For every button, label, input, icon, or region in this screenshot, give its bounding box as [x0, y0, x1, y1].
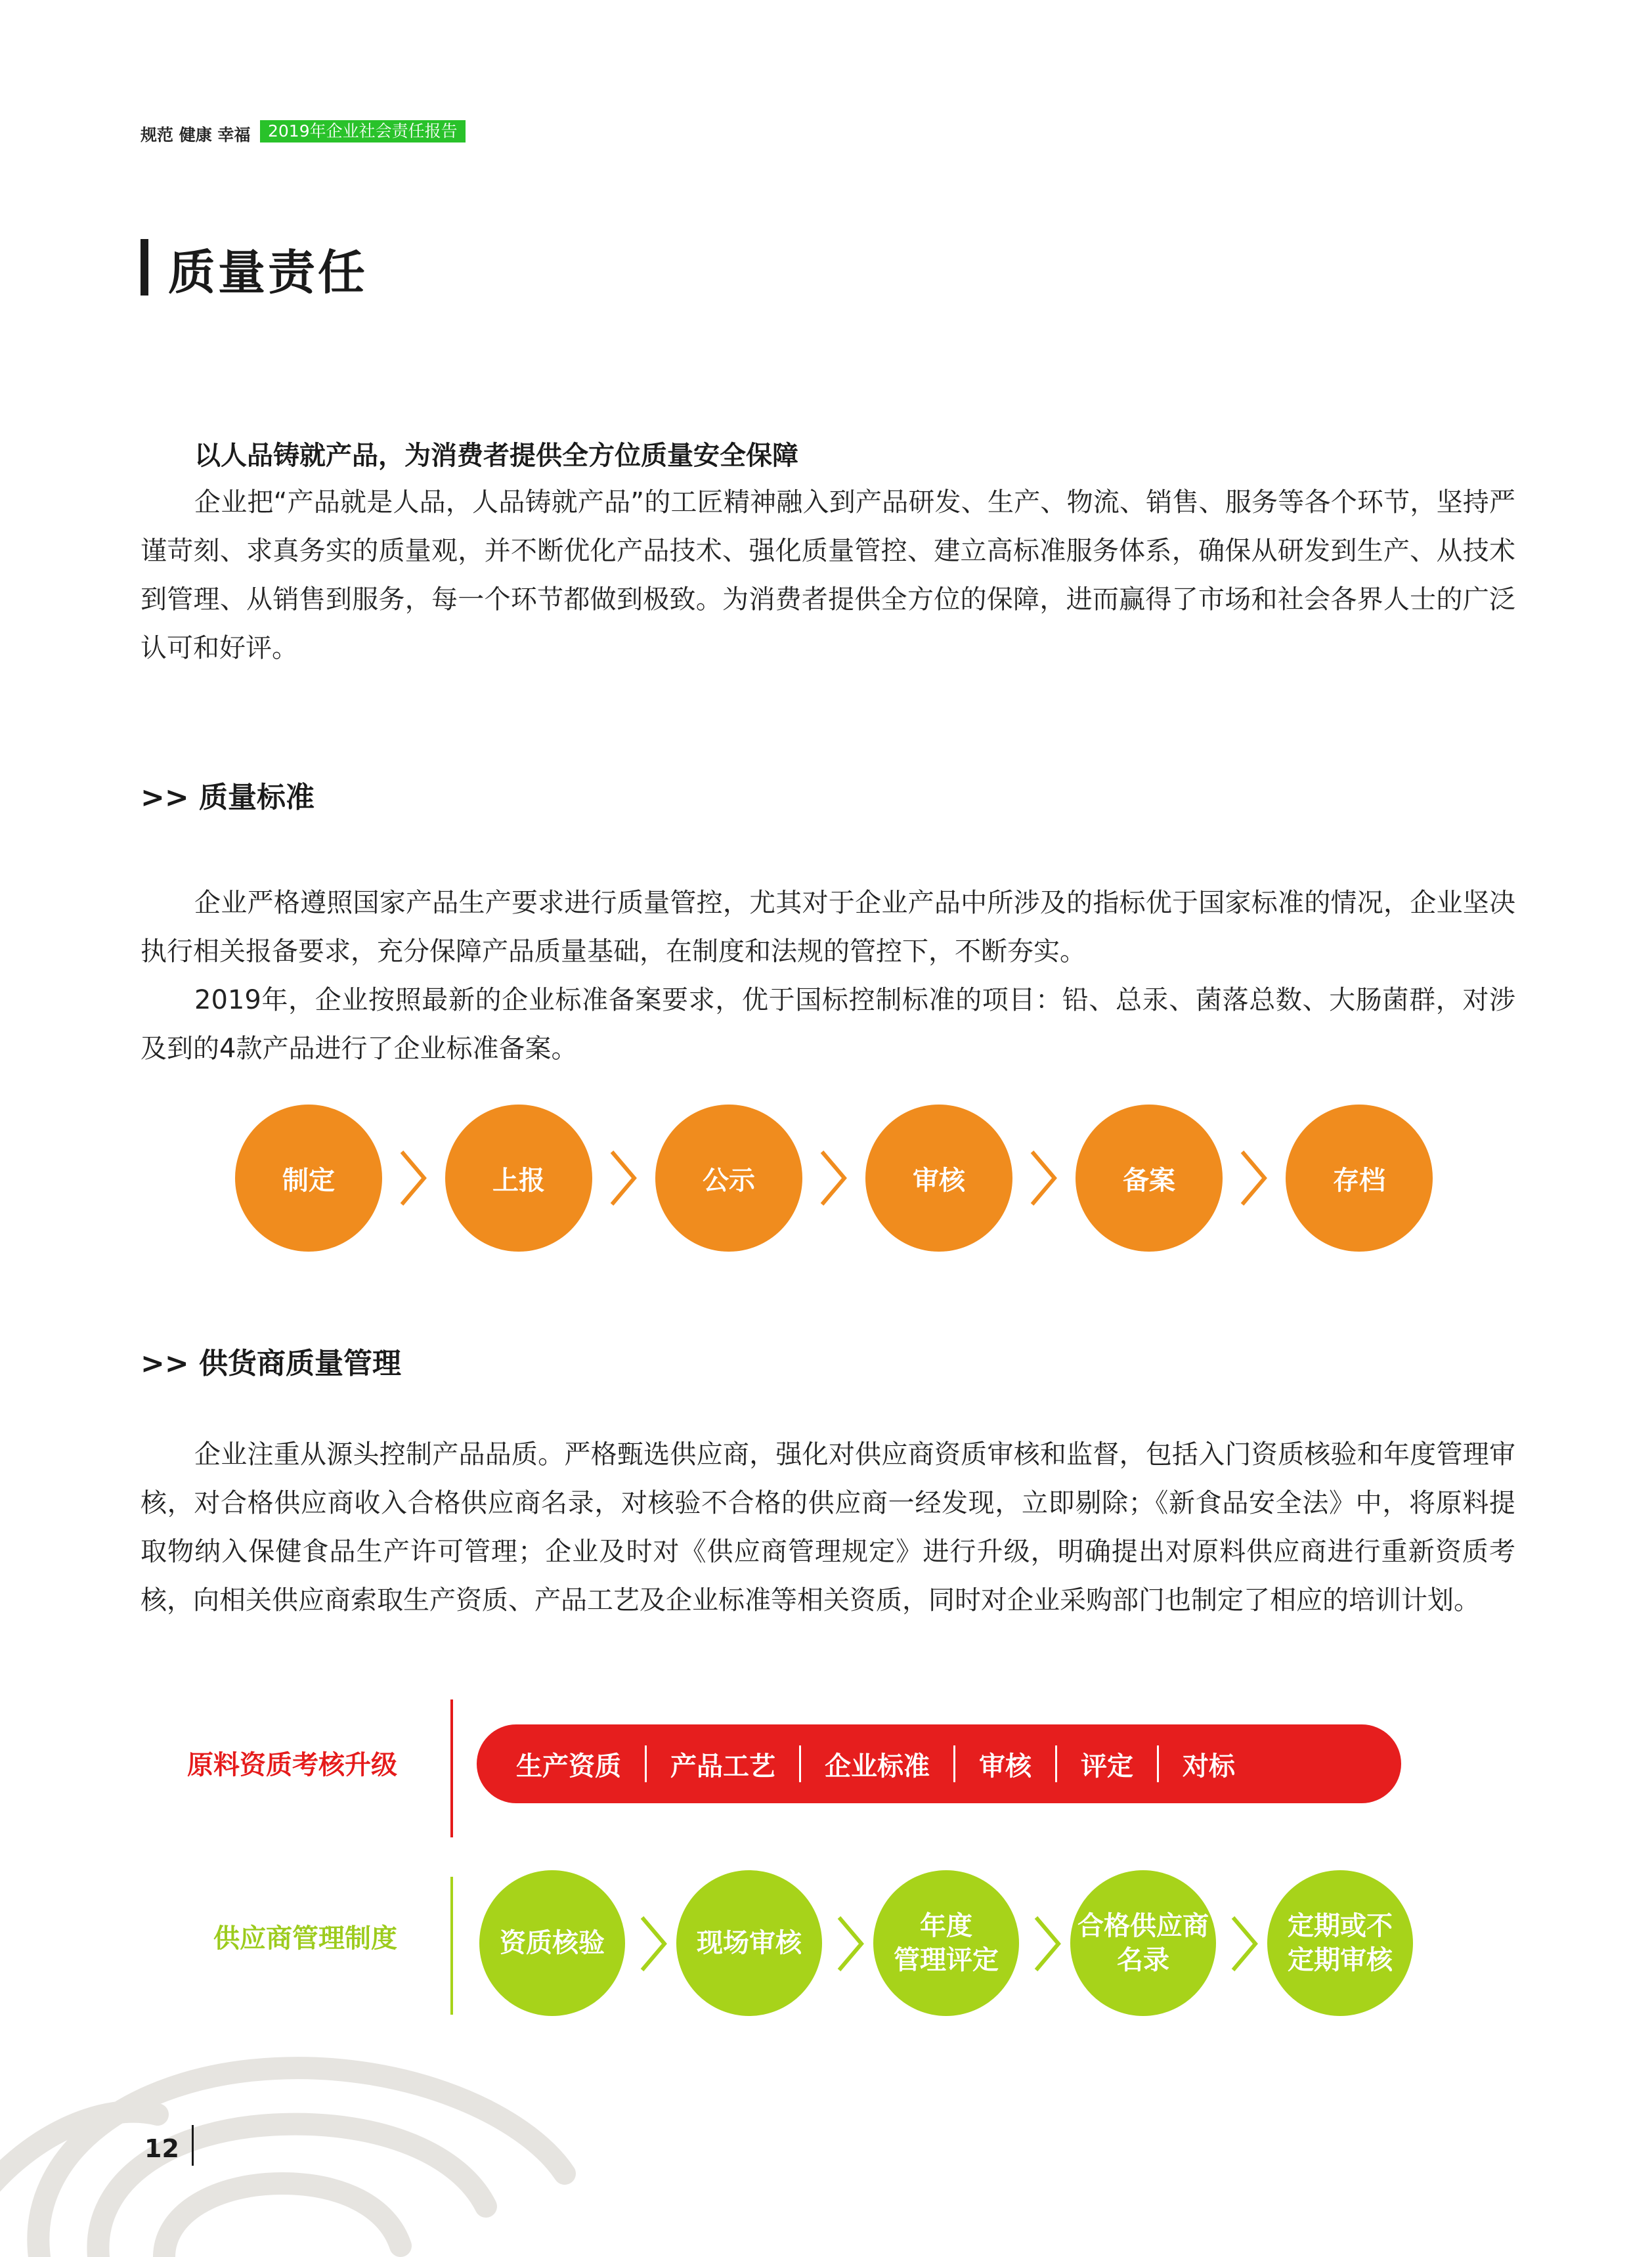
step-line-1: 资质核验	[500, 1928, 605, 1958]
step-circle	[1286, 1105, 1433, 1252]
step-label: 审核	[913, 1165, 965, 1196]
step-circle	[445, 1105, 592, 1252]
raw-material-item: 产品工艺	[670, 1751, 775, 1782]
chevron-right-icon	[1221, 1911, 1267, 1977]
chevron-right-icon	[1020, 1145, 1066, 1211]
page-number-divider	[192, 2125, 194, 2166]
step-line-1: 现场审核	[697, 1928, 802, 1958]
divider-red	[450, 1699, 453, 1837]
step-line-2: 定期审核	[1288, 1945, 1393, 1975]
raw-material-item: 生产资质	[516, 1751, 621, 1782]
chevron-right-icon	[390, 1145, 436, 1211]
header-slogan: 规范 健康 幸福	[141, 125, 251, 144]
raw-material-item: 审核	[979, 1751, 1032, 1782]
item-separator	[953, 1745, 955, 1782]
step-circle	[865, 1105, 1012, 1252]
header-report-badge: 2019年企业社会责任报告	[260, 120, 466, 142]
page-number: 12	[144, 2134, 179, 2163]
step-label: 制定	[282, 1165, 335, 1196]
step-label: 公示	[703, 1165, 755, 1196]
step-label: 上报	[492, 1165, 545, 1196]
supplier-system-label: 供应商管理制度	[213, 1923, 397, 1954]
raw-material-bar	[477, 1724, 1401, 1803]
step-circle	[235, 1105, 382, 1252]
item-separator	[1055, 1745, 1057, 1782]
divider-green	[450, 1877, 453, 2015]
step-circle	[655, 1105, 802, 1252]
step-line-2: 管理评定	[894, 1945, 999, 1975]
item-separator	[1157, 1745, 1159, 1782]
chevron-right-icon	[827, 1911, 873, 1977]
raw-material-item: 评定	[1081, 1751, 1133, 1782]
supplier-step-circle	[1267, 1870, 1413, 2016]
standard-paragraph-1: 企业严格遵照国家产品生产要求进行质量管控，尤其对于企业产品中所涉及的指标优于国家标准的情况，企业坚决执行相关报备要求，充分保障产品质量基础，在制度和法规的管控下，不断夯实。	[141, 888, 1515, 967]
chevron-right-icon	[810, 1145, 856, 1211]
intro-paragraph: 企业把“产品就是人品，人品铸就产品”的工匠精神融入到产品研发、生产、物流、销售、服务等各个环节，坚持严谨苛刻、求真务实的质量观，并不断优化产品技术、强化质量管控、建立高标准服务体系，确保从研发到生产、从技术到管理、从销售到服务，每一个环节都做到极致。为消费者提供全方位的保障，进而赢得了市场和社会各界人士的广泛认可和好评。	[141, 487, 1515, 663]
section-title-quality-standard: >> 质量标准	[141, 781, 315, 814]
title-accent-bar	[141, 239, 148, 296]
step-line-1: 定期或不	[1288, 1911, 1393, 1941]
chevron-right-icon	[1024, 1911, 1070, 1977]
supplier-step-circle	[676, 1870, 822, 2016]
step-line-1: 合格供应商	[1077, 1911, 1209, 1941]
standard-paragraph-2: 2019年，企业按照最新的企业标准备案要求，优于国标控制标准的项目：铅、总汞、菌落总数、大肠菌群，对涉及到的4款产品进行了企业标准备案。	[141, 985, 1515, 1064]
step-label: 存档	[1333, 1165, 1385, 1196]
raw-material-item: 对标	[1183, 1751, 1235, 1782]
supplier-step-circle	[1070, 1870, 1216, 2016]
intro-subheading: 以人品铸就产品，为消费者提供全方位质量安全保障	[194, 441, 798, 471]
item-separator	[799, 1745, 801, 1782]
supplier-paragraph: 企业注重从源头控制产品品质。严格甄选供应商，强化对供应商资质审核和监督，包括入门资质核验和年度管理审核，对合格供应商收入合格供应商名录，对核验不合格的供应商一经发现，立即剔除；《新食品安全法》中，将原料提取物纳入保健食品生产许可管理；企业及时对《供应商管理规定》进行升级，明确提出对原料供应商进行重新资质考核，向相关供应商索取生产资质、产品工艺及企业标准等相关资质，同时对企业采购部门也制定了相应的培训计划。	[141, 1439, 1515, 1615]
chevron-right-icon	[1230, 1145, 1276, 1211]
supplier-step-circle	[479, 1870, 625, 2016]
chevron-right-icon	[630, 1911, 676, 1977]
step-line-1: 年度	[920, 1911, 972, 1941]
section-title-supplier-quality: >> 供货商质量管理	[141, 1347, 402, 1380]
raw-material-item: 企业标准	[825, 1751, 930, 1782]
step-line-2: 名录	[1117, 1945, 1169, 1975]
raw-material-label: 原料资质考核升级	[187, 1750, 397, 1780]
item-separator	[645, 1745, 647, 1782]
page-title: 质量责任	[168, 245, 368, 300]
step-label: 备案	[1123, 1165, 1175, 1196]
supplier-step-circle	[873, 1870, 1019, 2016]
chevron-right-icon	[600, 1145, 646, 1211]
step-circle	[1076, 1105, 1223, 1252]
